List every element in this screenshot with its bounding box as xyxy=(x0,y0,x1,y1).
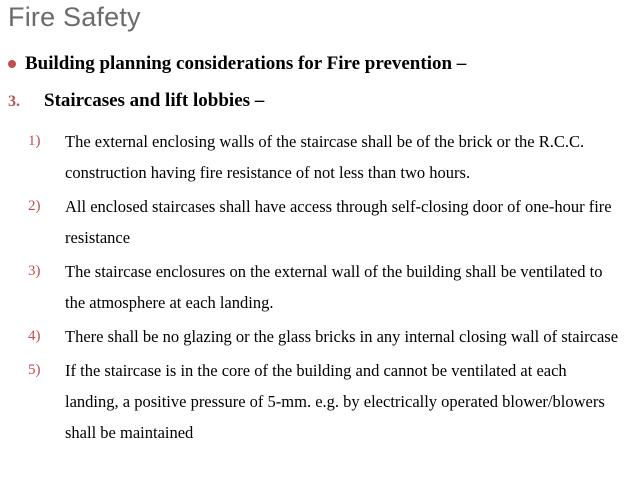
list-item xyxy=(0,191,638,253)
list-item-number: 4) xyxy=(28,328,41,344)
list-item-number: 2) xyxy=(28,198,41,214)
list-item xyxy=(0,256,638,318)
list-item-number: 3) xyxy=(28,263,41,279)
list-item-text: The staircase enclosures on the external wall of the building shall be ventilated to the atmosphere at each landing. xyxy=(65,262,603,312)
list-item-number: 1) xyxy=(28,133,41,149)
section-number: 3. xyxy=(8,93,20,110)
list-item-text: There shall be no glazing or the glass bricks in any internal closing wall of staircase xyxy=(65,327,619,346)
section-heading xyxy=(8,90,264,112)
list-item-number: 5) xyxy=(28,362,41,378)
list-item xyxy=(0,321,638,352)
slide-title: Fire Safety xyxy=(8,2,141,32)
requirements-list xyxy=(0,126,638,451)
list-item xyxy=(0,355,638,448)
list-item xyxy=(0,126,638,188)
main-bullet-text: Building planning considerations for Fire prevention – xyxy=(25,53,467,74)
list-item-text: All enclosed staircases shall have access through self-closing door of one-hour fire resistance xyxy=(65,197,612,247)
main-bullet xyxy=(8,53,466,75)
list-item-text: If the staircase is in the core of the building and cannot be ventilated at each landing, a positive pressure of 5-mm. e.g. by electrically operated blower/blowers shall be maintained xyxy=(65,361,605,442)
bullet-dot-icon xyxy=(8,60,16,68)
section-heading-text: Staircases and lift lobbies – xyxy=(44,90,265,111)
list-item-text: The external enclosing walls of the staircase shall be of the brick or the R.C.C. construction having fire resistance of not less than two hours. xyxy=(65,132,585,182)
